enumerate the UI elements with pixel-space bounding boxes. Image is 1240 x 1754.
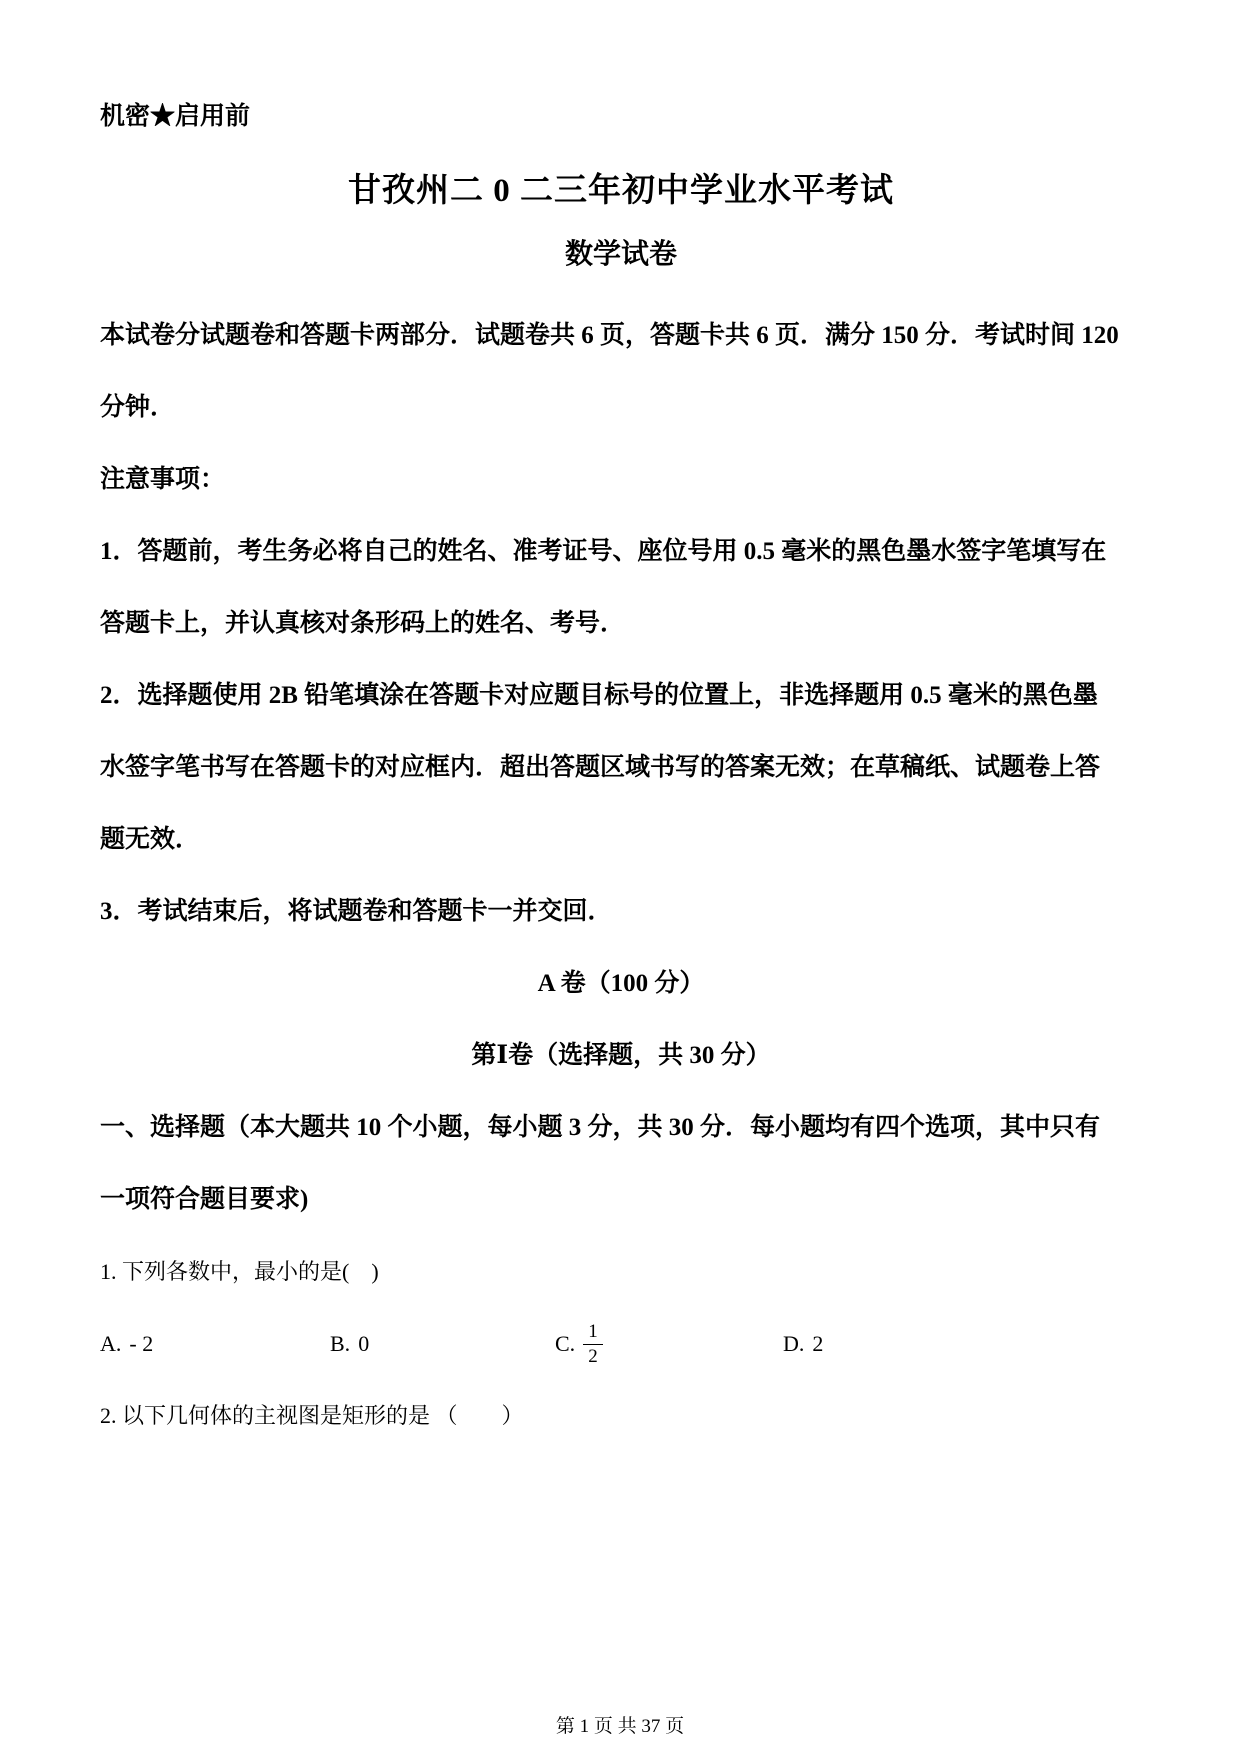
option-b — [330, 1331, 555, 1357]
part1-heading: 第Ⅰ卷（选择题，共 30 分） — [471, 1042, 771, 1069]
intro-line-1: 本试卷分试题卷和答题卡两部分．试题卷共 6 页，答题卡共 6 页．满分 150 分．考试时间 120 — [100, 322, 1119, 349]
option-c — [555, 1321, 783, 1368]
option-d-label: D. — [783, 1331, 805, 1356]
notice-2-line-3: 题无效． — [100, 826, 201, 853]
notice-1-line-1: 1．答题前，考生务必将自己的姓名、准考证号、座位号用 0.5 毫米的黑色墨水签字笔填写在 — [100, 538, 1107, 565]
option-b-value: 0 — [358, 1331, 370, 1356]
exam-title: 甘孜州二 0 二三年初中学业水平考试 — [348, 173, 894, 209]
option-d — [783, 1331, 823, 1357]
question-2-text: 2. 以下几何体的主视图是矩形的是 （ ） — [100, 1403, 524, 1428]
notice-1-line-2: 答题卡上，并认真核对条形码上的姓名、考号． — [100, 610, 626, 637]
question-1-text: 1. 下列各数中，最小的是( ) — [100, 1259, 379, 1284]
option-c-label: C. — [555, 1331, 576, 1356]
page-number-footer: 第 1 页 共 37 页 — [555, 1716, 685, 1737]
intro-line-2: 分钟． — [100, 394, 176, 421]
question-1-options — [100, 1308, 1142, 1380]
fraction-numerator: 1 — [583, 1321, 603, 1345]
option-a — [100, 1331, 330, 1357]
notice-2-line-1: 2．选择题使用 2B 铅笔填涂在答题卡对应题目标号的位置上，非选择题用 0.5 毫米的黑色墨 — [100, 682, 1098, 709]
confidential-marking: 机密★启用前 — [100, 103, 251, 130]
fraction-one-half — [583, 1321, 603, 1368]
fraction-denominator: 2 — [588, 1345, 598, 1367]
notice-2-line-2: 水签字笔书写在答题卡的对应框内．超出答题区域书写的答案无效；在草稿纸、试题卷上答 — [100, 754, 1101, 781]
section-a-heading: A 卷（100 分） — [537, 970, 705, 997]
mc-instruction-line-2: 一项符合题目要求) — [100, 1186, 309, 1213]
option-d-value: 2 — [812, 1331, 824, 1356]
exam-subtitle: 数学试卷 — [564, 239, 677, 270]
notice-3: 3．考试结束后，将试题卷和答题卡一并交回． — [100, 898, 613, 925]
option-a-label: A. — [100, 1331, 122, 1356]
option-a-value: - 2 — [129, 1331, 154, 1356]
mc-instruction-line-1: 一、选择题（本大题共 10 个小题，每小题 3 分，共 30 分．每小题均有四个选项，其中只有 — [100, 1114, 1101, 1141]
option-b-label: B. — [330, 1331, 351, 1356]
notice-heading: 注意事项： — [100, 466, 226, 493]
